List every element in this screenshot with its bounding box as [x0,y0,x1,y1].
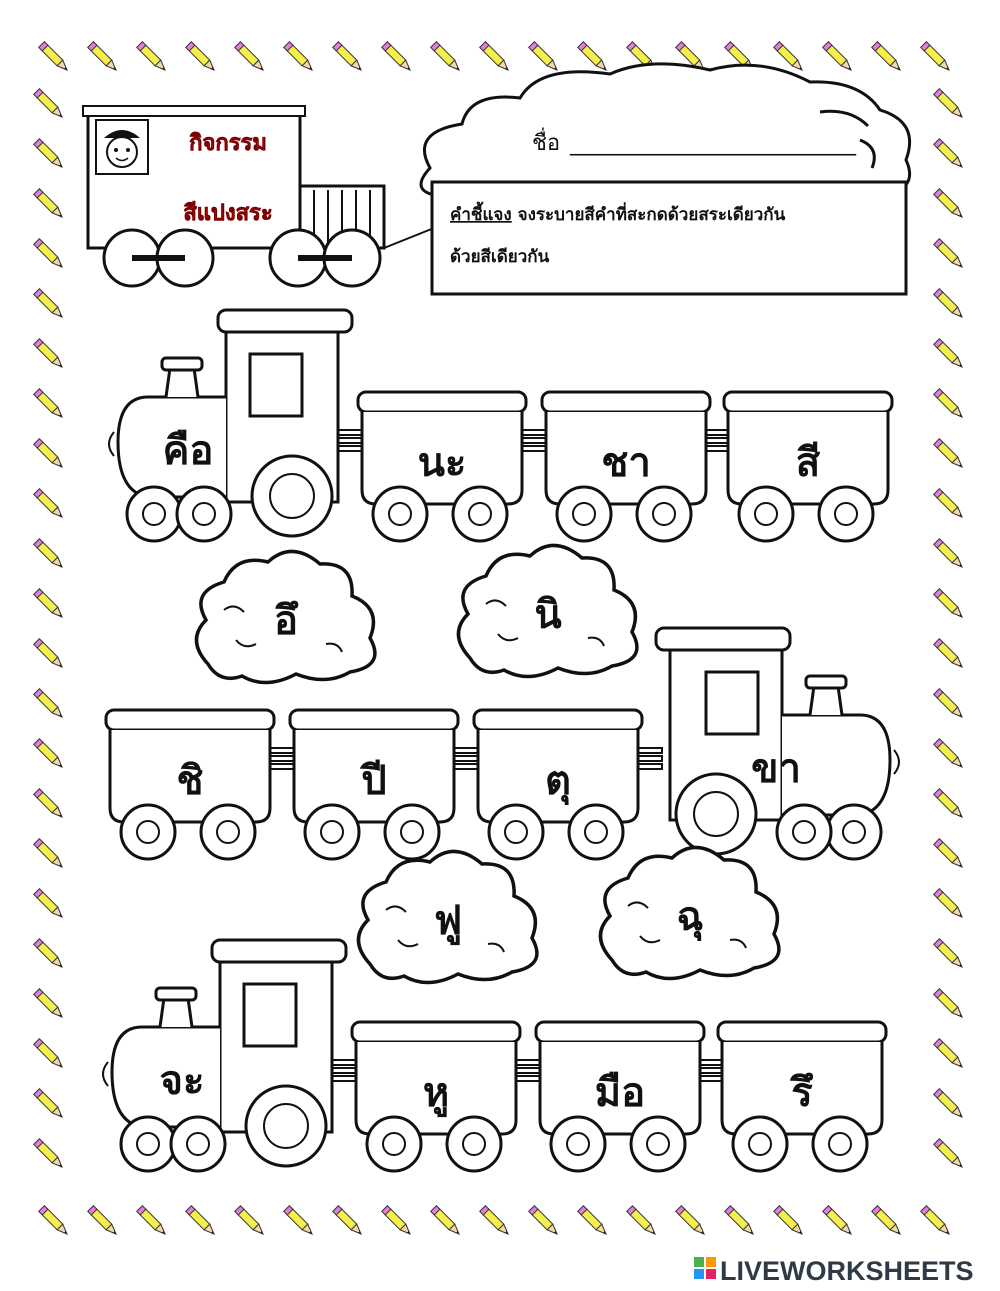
word-cloud[interactable] [358,851,536,982]
pencil-icon [39,42,70,73]
engine-word: จะ [159,1058,205,1104]
engine-word: คือ [162,428,214,474]
pencil-icon [934,89,965,120]
name-cloud [421,64,910,196]
pencil-icon [627,1206,658,1237]
pencil-icon [934,289,965,320]
pencil-icon [235,1206,266,1237]
pencil-icon [34,139,65,170]
train-car[interactable] [536,1022,704,1171]
pencil-icon [676,1206,707,1237]
train-car[interactable] [358,392,526,541]
train-car[interactable] [542,392,710,541]
car-word: สี [795,440,821,486]
pencil-icon [725,1206,756,1237]
car-word: นะ [417,440,467,486]
train-car[interactable] [106,710,274,859]
cloud-word: ฉุ [676,894,704,940]
pencil-icon [934,189,965,220]
pencil-icon [34,889,65,920]
pencil-icon [34,839,65,870]
pencil-icon [34,289,65,320]
conductor-face-icon [104,130,140,167]
pencil-icon [88,42,119,73]
pencil-icon [480,42,511,73]
pencil-icon [872,1206,903,1237]
pencil-icon [934,389,965,420]
pencil-icon [137,1206,168,1237]
pencil-icon [934,789,965,820]
pencil-icon [34,589,65,620]
car-word: รึ [791,1070,813,1116]
train-engine[interactable] [656,628,899,859]
trains-area [103,310,899,1171]
train-coupler [698,1060,722,1081]
header-train-roof [83,106,305,116]
engine-word: ขา [751,746,801,792]
pencil-icon [823,1206,854,1237]
train-engine[interactable] [103,940,346,1171]
train-car[interactable] [724,392,892,541]
pencil-icon [934,439,965,470]
train-car[interactable] [352,1022,520,1171]
train-engine[interactable] [109,310,352,541]
pencil-icon [921,1206,952,1237]
car-word: ชิ [176,758,204,804]
pencil-icon [34,189,65,220]
cloud-word: อึ [273,598,299,644]
car-word: ตุ [545,758,571,804]
car-word: ชา [601,440,651,486]
pencil-icon [382,1206,413,1237]
pencil-icon [34,739,65,770]
pencil-icon [34,939,65,970]
car-word: หู [422,1070,450,1116]
cloud-word: ฟู [433,898,463,944]
pencil-icon [284,1206,315,1237]
pencil-icon [529,42,560,73]
pencil-icon [921,42,952,73]
pencil-icon [186,1206,217,1237]
footer-brand: LIVEWORKSHEETS [720,1256,974,1286]
instruction-line2: ด้วยสีเดียวกัน [450,247,550,267]
word-cloud[interactable] [458,545,636,676]
pencil-icon [39,1206,70,1237]
pencil-icon [934,139,965,170]
pencil-icon [34,439,65,470]
train-car[interactable] [474,710,642,859]
pencil-icon [284,42,315,73]
pencil-icon [235,42,266,73]
train-coupler [454,748,478,769]
train-coupler [338,430,362,451]
pencil-icon [529,1206,560,1237]
pencil-icon [34,789,65,820]
pencil-icon [934,739,965,770]
pencil-icon [934,989,965,1020]
train-coupler [704,430,728,451]
word-cloud[interactable] [600,847,778,978]
car-word: มือ [594,1070,646,1116]
pencil-icon [34,489,65,520]
name-label: ชื่อ [532,131,561,156]
pencil-icon [34,389,65,420]
header-train-illustration [83,106,434,286]
pencil-icon [934,889,965,920]
pencil-icon [774,1206,805,1237]
activity-title-line1: กิจกรรม [189,131,267,156]
instruction-lead: คำชี้แจง [450,205,512,225]
pencil-icon [333,42,364,73]
train-coupler [270,748,294,769]
liveworksheets-logo [694,1256,974,1286]
cloud-word: นิ [534,592,562,638]
pencil-icon [934,1039,965,1070]
pencil-icon [34,639,65,670]
pencil-icon [137,42,168,73]
pencil-icon [186,42,217,73]
pencil-icon [934,239,965,270]
pencil-icon [34,989,65,1020]
pencil-icon [34,339,65,370]
pencil-icon [480,1206,511,1237]
pencil-icon [934,539,965,570]
pencil-icon [34,689,65,720]
activity-title-line2: สีแปงสระ [183,201,273,226]
train-coupler [332,1060,356,1081]
train-car[interactable] [718,1022,886,1171]
train-car[interactable] [290,710,458,859]
pencil-icon [333,1206,364,1237]
word-cloud[interactable] [196,551,374,682]
name-blank-line[interactable]: __________________________ [570,131,856,156]
pencil-icon [88,1206,119,1237]
train-coupler [522,430,546,451]
pencil-icon [34,1139,65,1170]
pencil-icon [34,89,65,120]
pencil-icon [34,1089,65,1120]
train-coupler [516,1060,540,1081]
pencil-icon [34,239,65,270]
pencil-icon [34,1039,65,1070]
pencil-icon [934,839,965,870]
pencil-icon [578,1206,609,1237]
pencil-icon [934,339,965,370]
instruction-line1 [450,201,786,225]
instruction-box [432,182,906,294]
pencil-icon [934,589,965,620]
pencil-icon [578,42,609,73]
train-coupler [638,748,662,769]
pencil-icon [823,42,854,73]
pencil-icon [934,939,965,970]
pencil-icon [934,689,965,720]
pencil-icon [872,42,903,73]
pencil-icon [934,489,965,520]
pencil-icon [382,42,413,73]
pencil-icon [431,42,462,73]
train-1 [109,310,892,541]
instruction-rest: จงระบายสีคำที่สะกดด้วยสระเดียวกัน [511,205,786,225]
pencil-icon [934,1139,965,1170]
pencil-icon [431,1206,462,1237]
car-word: ปี [361,758,387,804]
pencil-icon [934,639,965,670]
pencil-icon [934,1089,965,1120]
pencil-icon [34,539,65,570]
